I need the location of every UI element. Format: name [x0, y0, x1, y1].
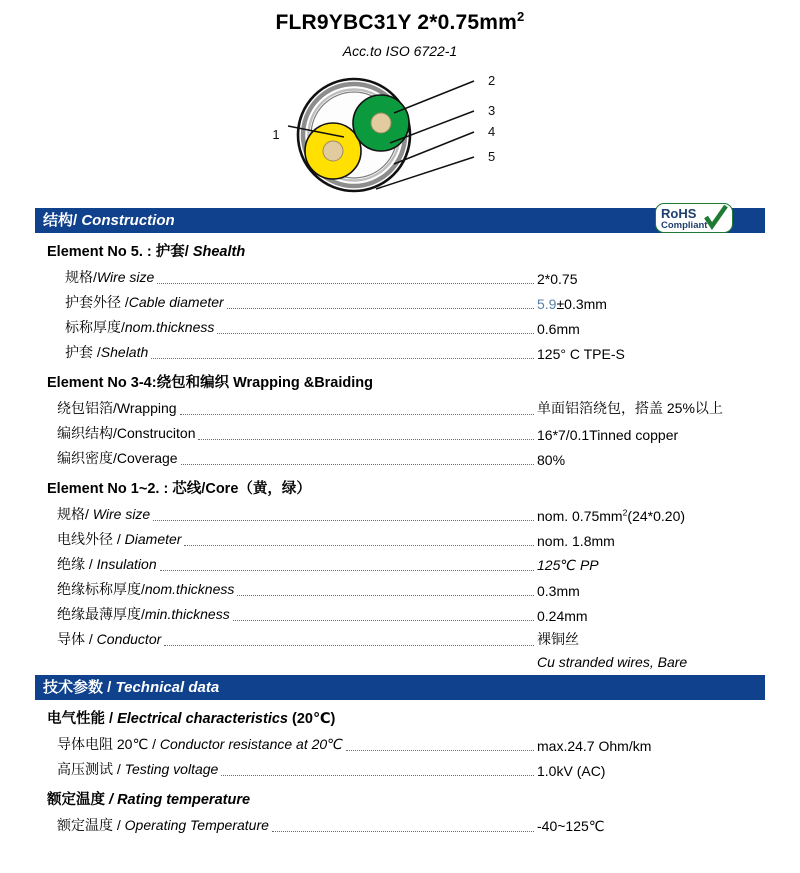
row-label-latin: Wrapping	[116, 400, 177, 417]
row-value: -40~125℃	[537, 818, 605, 835]
group-heading-core	[47, 477, 765, 498]
group-heading-wrapping-plain: Element No 3-4:绕包和编织	[47, 375, 234, 392]
row-label-latin: Conductor	[96, 631, 162, 648]
row-value: 80%	[537, 452, 566, 469]
row-label-cjk: 编织结构/	[57, 425, 117, 442]
row-value: 单面铝箔绕包，搭盖 25%以上	[537, 400, 723, 417]
row-label-cjk: 标称厚度/	[65, 319, 125, 336]
row-value	[537, 508, 765, 526]
callout-label-2: 2	[488, 73, 496, 89]
row-label-cjk: 编织密度/	[57, 450, 117, 467]
row-label-latin: Coverage	[116, 450, 178, 467]
callout-label-3: 3	[488, 103, 496, 119]
row-label-latin: Wire size	[92, 506, 151, 523]
row-label-cjk: 绝缘 /	[57, 556, 97, 573]
group-heading-sheath-ital: Shealth	[192, 244, 246, 261]
row-label-cjk: 规格/	[65, 269, 97, 286]
core-green-conductor	[371, 113, 391, 133]
row-value: max.24.7 Ohm/km	[537, 738, 652, 755]
leader-dots	[180, 413, 534, 415]
row-label	[57, 759, 218, 781]
row-label-latin: nom.thickness	[124, 319, 215, 336]
title-block	[0, 0, 800, 59]
rohs-badge-graphic	[656, 204, 731, 231]
row-label-latin: Diameter	[124, 531, 182, 548]
page-title-text: FLR9YBC31Y 2*0.75mm	[275, 11, 518, 34]
row-value-second-line: Cu stranded wires, Bare	[537, 654, 688, 671]
row-value: 裸铜丝	[537, 631, 579, 648]
row-core-nom-thickness	[35, 576, 765, 601]
group-heading-wrapping-braiding	[47, 371, 765, 392]
row-sheath-nom-thickness	[35, 314, 765, 339]
row-label	[65, 317, 214, 339]
row-label-latin: nom.thickness	[144, 581, 235, 598]
row-label-cjk: 电线外径 /	[57, 531, 125, 548]
rohs-line1-text: RoHS	[661, 206, 697, 221]
section-header-construction-cjk: 结构/	[43, 212, 78, 230]
row-label-latin: Insulation	[96, 556, 157, 573]
section-header-technical-data	[35, 675, 765, 700]
row-value: 0.24mm	[537, 608, 588, 625]
row-value: 2*0.75	[537, 271, 578, 288]
leader-dots	[160, 569, 534, 571]
leader-dots	[237, 594, 534, 596]
row-testing-voltage	[35, 756, 765, 781]
group-heading-core-latin: Core（黄，绿）	[205, 481, 311, 498]
row-label-cjk: 高压测试 /	[57, 761, 125, 778]
row-label-latin: Shelath	[100, 344, 149, 361]
row-braid-construction	[35, 420, 765, 445]
row-label-latin: Cable diameter	[128, 294, 224, 311]
row-label-cjk: 额定温度 /	[57, 817, 125, 834]
row-value: 125℃ PP	[537, 557, 599, 574]
row-label	[57, 554, 157, 576]
row-braid-coverage	[35, 445, 765, 470]
row-label-cjk: 绝缘最薄厚度/	[57, 606, 145, 623]
row-label	[57, 504, 150, 526]
leader-dots	[181, 463, 534, 465]
row-label	[65, 267, 154, 289]
group-heading-rating-temperature	[47, 788, 765, 809]
page-title-superscript: 2	[517, 9, 525, 24]
row-value	[537, 296, 765, 314]
row-sheath-cable-diameter	[35, 289, 765, 314]
row-label-cjk: 护套外径 /	[65, 294, 129, 311]
row-label	[57, 398, 177, 420]
row-label	[57, 629, 161, 651]
leader-dots	[151, 357, 534, 359]
group-heading-rating-ital: / Rating temperature	[109, 792, 251, 809]
row-wrapping	[35, 395, 765, 420]
row-sheath-wire-size	[35, 264, 765, 289]
row-label-latin: Wire size	[96, 269, 155, 286]
row-label-latin: Operating Temperature	[124, 817, 269, 834]
group-heading-electrical-ital: Electrical characteristics	[117, 711, 288, 728]
row-operating-temperature	[35, 812, 765, 837]
page-subtitle: Acc.to ISO 6722-1	[342, 43, 458, 60]
construction-content	[0, 240, 800, 675]
leader-dots	[272, 830, 534, 832]
row-value-accent: 5.9	[537, 296, 557, 313]
group-heading-core-plain: Element No 1~2. : 芯线/	[47, 481, 206, 498]
row-core-wire-size	[35, 501, 765, 526]
row-label-latin: min.thickness	[144, 606, 230, 623]
callout-label-5: 5	[488, 149, 496, 165]
row-label-cjk: 绕包铝箔/	[57, 400, 117, 417]
row-sheath-material	[35, 339, 765, 364]
group-heading-wrapping-latin: Wrapping &Braiding	[233, 375, 374, 392]
rohs-compliant-badge	[655, 203, 733, 233]
technical-data-content	[0, 707, 800, 837]
row-label-latin: Conductor resistance at 20℃	[159, 736, 343, 753]
rohs-line2-text: Compliant	[661, 220, 708, 231]
cable-cross-section-diagram	[248, 63, 548, 208]
row-label	[57, 815, 269, 837]
row-label	[65, 292, 224, 314]
check-icon	[706, 206, 726, 226]
leader-dots	[153, 519, 534, 521]
row-label-cjk: 绝缘标称厚度/	[57, 581, 145, 598]
row-value-superscript: 2	[622, 507, 628, 518]
row-core-min-thickness	[35, 601, 765, 626]
leader-dots	[346, 749, 534, 751]
callout-label-1: 1	[272, 127, 280, 143]
row-label	[57, 448, 178, 470]
row-label	[65, 342, 148, 364]
row-value-post: (24*0.20)	[627, 508, 686, 525]
row-value: 0.6mm	[537, 321, 580, 338]
row-value: 16*7/0.1Tinned copper	[537, 427, 679, 444]
group-heading-rating-plain: 额定温度	[47, 792, 110, 809]
cable-diagram-container	[0, 63, 800, 208]
leader-dots	[227, 307, 534, 309]
row-label	[57, 579, 234, 601]
leader-dots	[164, 644, 534, 646]
row-label	[57, 529, 181, 551]
leader-line-2	[394, 81, 474, 113]
leader-dots	[198, 438, 534, 440]
row-value: 0.3mm	[537, 583, 580, 600]
row-label-latin: Testing voltage	[124, 761, 219, 778]
leader-dots	[184, 544, 534, 546]
leader-dots	[221, 774, 534, 776]
leader-dots	[233, 619, 534, 621]
row-label-cjk: 护套 /	[65, 344, 101, 361]
row-label-latin: Construciton	[116, 425, 196, 442]
group-heading-sheath	[47, 240, 765, 261]
row-value-rest: ±0.3mm	[556, 296, 607, 313]
row-core-insulation	[35, 551, 765, 576]
section-header-technical-latin: Technical data	[111, 679, 220, 697]
row-label	[57, 423, 195, 445]
row-conductor-resistance	[35, 731, 765, 756]
row-core-diameter	[35, 526, 765, 551]
row-value: nom. 1.8mm	[537, 533, 615, 550]
row-label	[57, 734, 343, 756]
group-heading-electrical	[47, 707, 765, 728]
row-value: 1.0kV (AC)	[537, 763, 606, 780]
row-core-conductor	[35, 626, 765, 651]
leader-dots	[157, 282, 534, 284]
group-heading-electrical-tail: (20℃)	[287, 711, 336, 728]
row-core-conductor-continuation	[35, 651, 765, 675]
section-header-construction-latin: Construction	[77, 212, 175, 230]
group-heading-electrical-plain: 电气性能 /	[47, 711, 118, 728]
row-label	[57, 604, 230, 626]
row-value: 125° C TPE-S	[537, 346, 625, 363]
section-header-technical-cjk: 技术参数 /	[43, 679, 112, 697]
group-heading-sheath-plain: Element No 5. : 护套/	[47, 244, 193, 261]
row-label-cjk: 导体电阻 20℃ /	[57, 736, 160, 753]
row-label-cjk: 导体 /	[57, 631, 97, 648]
page-title	[0, 10, 800, 35]
core-yellow-conductor	[323, 141, 343, 161]
row-value-pre: nom. 0.75mm	[537, 508, 623, 525]
row-label-cjk: 规格/	[57, 506, 93, 523]
callout-label-4: 4	[488, 124, 496, 140]
leader-dots	[217, 332, 534, 334]
